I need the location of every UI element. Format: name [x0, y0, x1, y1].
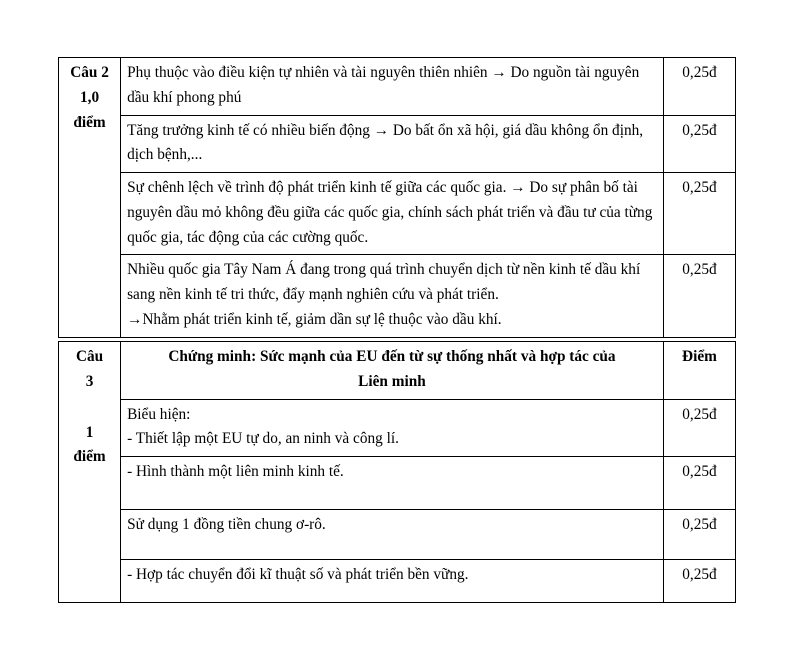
table-row: [59, 457, 736, 510]
table-row: [59, 173, 736, 255]
answer-cell: [121, 115, 664, 173]
answer-cell: [121, 173, 664, 255]
answer-text: Biểu hiện:: [127, 405, 191, 423]
score-cell: 0,25đ: [663, 115, 735, 173]
answer-cell: [121, 560, 664, 603]
answer-cell: [121, 510, 664, 560]
question-label-line-1: Câu: [75, 348, 104, 365]
table-title-line-2: Liên minh: [358, 372, 426, 390]
table-title-cell: [121, 342, 664, 400]
table-header-row: [59, 342, 736, 400]
table-row: [59, 399, 736, 457]
answer-text-detail: - Thiết lập một EU tự do, an ninh và công lí.: [127, 430, 399, 448]
table-cau-2: [58, 57, 736, 338]
answer-text: Sử dụng 1 đồng tiền chung ơ-rô.: [127, 516, 326, 534]
answer-text: Nhiều quốc gia Tây Nam Á đang trong quá trình chuyển dịch từ nền kinh tế dầu khí sang nền kinh tế tri thức, đẩy mạnh nghiên cứu và phát triển.: [127, 261, 641, 304]
answer-cell: [121, 399, 664, 457]
table-row: [59, 560, 736, 603]
question-label-cau-2: [59, 58, 121, 338]
answer-text: - Hình thành một liên minh kinh tế.: [127, 463, 344, 481]
table-title-line-1: Chứng minh: Sức mạnh của EU đến từ sự thống nhất và hợp tác của: [168, 348, 616, 365]
answer-text: Tăng trưởng kinh tế có nhiều biến động → Do bất ổn xã hội, giá dầu không ổn định, dịch bệnh,...: [127, 121, 644, 164]
question-label-cau-3: [59, 342, 121, 603]
answer-cell: [121, 457, 664, 510]
answer-cell: [121, 255, 664, 337]
score-cell: 0,25đ: [663, 173, 735, 255]
question-label-line-2: 1,0: [79, 88, 100, 106]
table-cau-3: [58, 341, 736, 603]
table-row: [59, 510, 736, 560]
answer-conclusion-text: →Nhằm phát triển kinh tế, giảm dần sự lệ thuộc vào dầu khí.: [127, 310, 502, 328]
score-cell: 0,25đ: [663, 510, 735, 560]
score-cell: 0,25đ: [663, 255, 735, 337]
question-label-line-2: 3: [85, 372, 94, 390]
score-cell: 0,25đ: [663, 457, 735, 510]
table-row: [59, 115, 736, 173]
question-label-line-4: điểm: [73, 448, 106, 466]
question-label-line-1: Câu 2: [70, 64, 109, 81]
score-cell: 0,25đ: [663, 58, 735, 116]
answer-text: Phụ thuộc vào điều kiện tự nhiên và tài nguyên thiên nhiên → Do nguồn tài nguyên dầu khí phong phú: [127, 64, 640, 106]
answer-cell: [121, 58, 664, 116]
question-label-line-3: điểm: [73, 113, 106, 131]
score-column-header: Điểm: [663, 342, 735, 400]
table-row: [59, 255, 736, 337]
label-spacer: [65, 395, 114, 421]
score-cell: 0,25đ: [663, 399, 735, 457]
answer-text: - Hợp tác chuyển đổi kĩ thuật số và phát triển bền vững.: [127, 566, 469, 584]
answer-text: Sự chênh lệch về trình độ phát triển kinh tế giữa các quốc gia. → Do sự phân bố tài nguyên dầu mỏ không đều giữa các quốc gia, chính sách phát triển và đầu tư của từng quốc gia, tác động của các cường quốc.: [127, 179, 653, 246]
question-label-line-3: 1: [85, 423, 94, 441]
score-cell: 0,25đ: [663, 560, 735, 603]
table-row: [59, 58, 736, 116]
